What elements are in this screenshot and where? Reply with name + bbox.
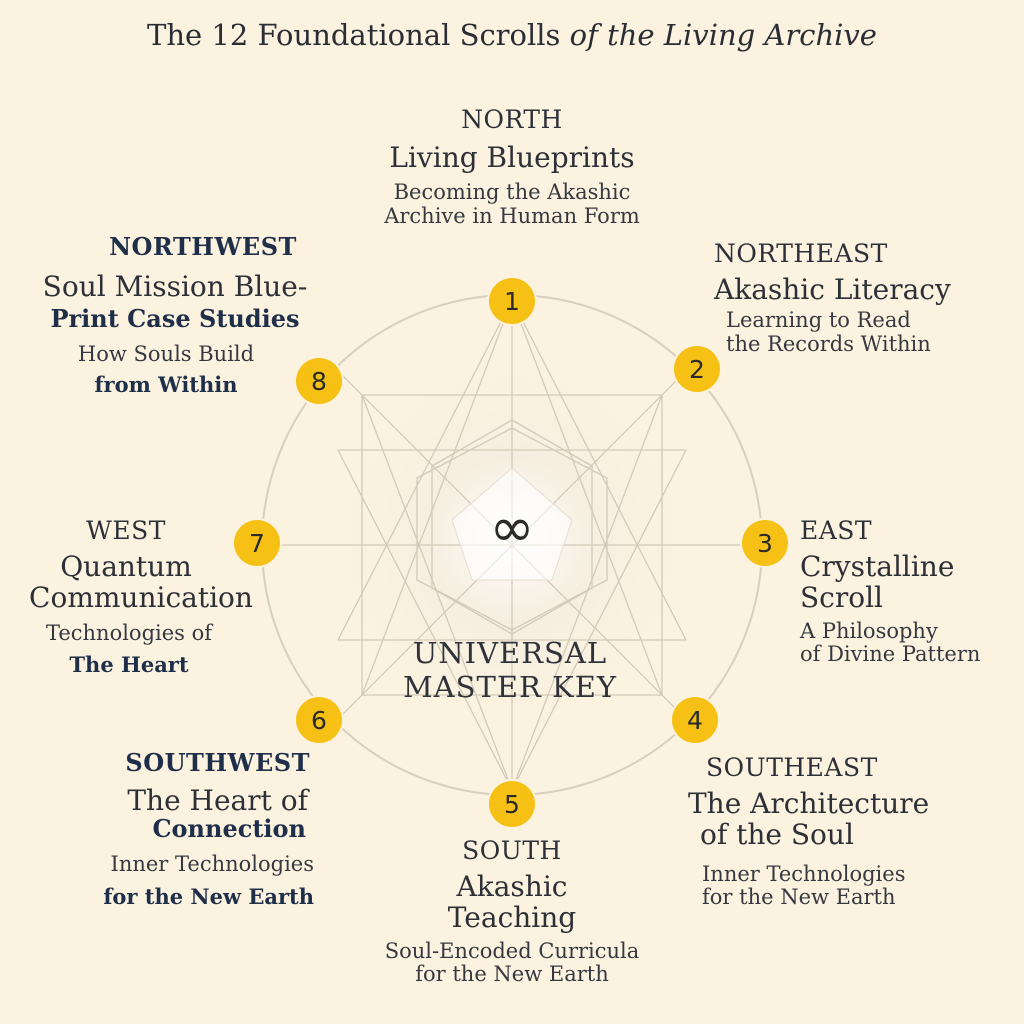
scroll-subtitle: Learning to Read bbox=[726, 308, 911, 333]
scroll-title: Connection bbox=[152, 814, 306, 844]
scroll-number-badge: 7 bbox=[234, 520, 280, 566]
scroll-subtitle: Soul-Encoded Curricula bbox=[384, 938, 640, 963]
scroll-number-badge: 4 bbox=[672, 697, 718, 743]
scroll-title: Akashic bbox=[456, 870, 568, 903]
scroll-subtitle: Technologies of bbox=[45, 620, 213, 645]
universal-master-key-label bbox=[380, 636, 640, 704]
scroll-title: Quantum bbox=[60, 550, 192, 583]
direction-label: WEST bbox=[86, 516, 166, 545]
direction-label: EAST bbox=[800, 516, 873, 545]
scroll-west bbox=[16, 517, 266, 677]
scroll-title: Soul Mission Blue- bbox=[42, 269, 308, 303]
scroll-title: The Heart of bbox=[127, 783, 308, 817]
scroll-number-badge: 2 bbox=[674, 346, 720, 392]
scroll-northwest bbox=[30, 234, 320, 396]
scroll-title: Crystalline bbox=[800, 550, 955, 583]
scroll-subtitle: for the New Earth bbox=[103, 883, 314, 909]
scroll-subtitle: Archive in Human Form bbox=[384, 203, 640, 228]
scroll-subtitle: Becoming the Akashic bbox=[393, 180, 631, 205]
scroll-subtitle: for the New Earth bbox=[415, 962, 609, 987]
title-italic: of the Living Archive bbox=[569, 18, 877, 52]
scroll-subtitle: How Souls Build bbox=[77, 342, 255, 367]
scroll-southeast bbox=[688, 754, 1008, 910]
direction-label: NORTHWEST bbox=[109, 232, 297, 261]
scroll-southwest bbox=[60, 750, 320, 908]
scroll-title: Scroll bbox=[800, 581, 884, 615]
scroll-south bbox=[352, 837, 672, 987]
scroll-number-badge: 8 bbox=[296, 358, 342, 404]
scroll-title: Print Case Studies bbox=[50, 304, 300, 334]
scroll-northeast bbox=[714, 240, 1004, 356]
center-line-2: MASTER KEY bbox=[402, 670, 618, 705]
scroll-number-badge: 3 bbox=[742, 520, 788, 566]
scroll-subtitle: the Records Within bbox=[726, 331, 931, 356]
scroll-title: of the Soul bbox=[700, 818, 854, 852]
direction-label: NORTHEAST bbox=[714, 239, 888, 268]
scroll-subtitle: for the New Earth bbox=[702, 885, 896, 910]
infinity-icon: ∞ bbox=[489, 496, 535, 559]
scroll-number-badge: 1 bbox=[489, 278, 535, 324]
direction-label: SOUTHEAST bbox=[706, 753, 878, 782]
scroll-title: The Architecture bbox=[688, 787, 930, 820]
scroll-title: Teaching bbox=[447, 901, 577, 935]
scroll-subtitle: of Divine Pattern bbox=[800, 642, 981, 667]
scroll-subtitle: Inner Technologies bbox=[110, 852, 314, 877]
title-main: The 12 Foundational Scrolls bbox=[147, 18, 561, 52]
scroll-number-badge: 6 bbox=[296, 697, 342, 743]
scroll-title: Communication bbox=[29, 581, 253, 615]
scroll-number-badge: 5 bbox=[489, 781, 535, 827]
direction-label: SOUTHWEST bbox=[125, 748, 310, 777]
scroll-subtitle: The Heart bbox=[69, 652, 189, 678]
scroll-subtitle: A Philosophy bbox=[800, 618, 938, 643]
scroll-east bbox=[800, 517, 1020, 667]
direction-label: NORTH bbox=[461, 105, 563, 134]
scroll-subtitle: from Within bbox=[94, 371, 238, 397]
scroll-title: Living Blueprints bbox=[389, 141, 635, 174]
scroll-subtitle: Inner Technologies bbox=[702, 861, 906, 886]
center-line-1: UNIVERSAL bbox=[412, 636, 608, 670]
scroll-north bbox=[342, 106, 682, 228]
direction-label: SOUTH bbox=[462, 836, 562, 865]
scroll-title: Akashic Literacy bbox=[714, 273, 951, 306]
